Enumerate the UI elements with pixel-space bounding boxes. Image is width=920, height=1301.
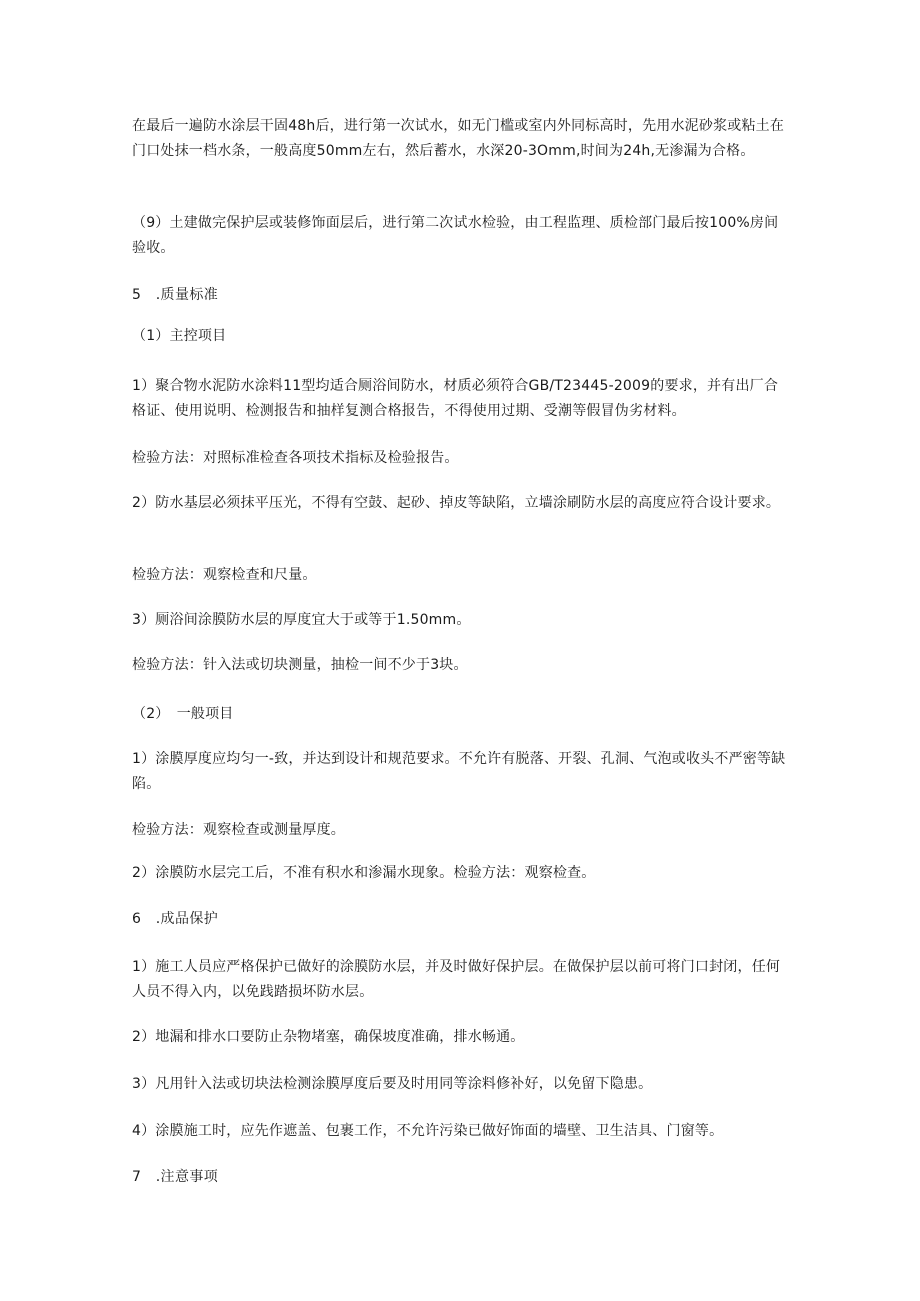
section-heading-product-protection: 6 .成品保护 (132, 911, 219, 927)
paragraph-protect-film-layer: 1）施工人员应严格保护已做好的涂膜防水层，并及时做好保护层。在做保护层以前可将门口封闭，任何人员不得入内，以免践踏损坏防水层。 (132, 959, 781, 1000)
paragraph-thickness-requirement: 3）厕浴间涂膜防水层的厚度宜大于或等于1.50mm。 (132, 612, 471, 628)
paragraph-base-layer-requirement: 2）防水基层必须抹平压光，不得有空鼓、起砂、掉皮等缺陷，立墙涂刷防水层的高度应符合设计要求。 (132, 495, 781, 511)
paragraph-material-requirement: 1）聚合物水泥防水涂料11型均适合厕浴间防水，材质必须符合GB/T23445-2009的要求，并有出厂合格证、使用说明、检测报告和抽样复测合格报告，不得使用过期、受潮等假冒伪劣材料。 (132, 378, 779, 419)
section-heading-precautions: 7 .注意事项 (132, 1169, 219, 1185)
subheading-main-control-items: （1）主控项目 (132, 328, 227, 344)
paragraph-inspection-method-3: 检验方法：针入法或切块测量，抽检一间不少于3块。 (132, 657, 468, 673)
paragraph-first-test-water: 在最后一遍防水涂层干固48h后，进行第一次试水，如无门槛或室内外同标高时，先用水泥砂浆或粘土在门口处抹一档水条，一般高度50mm左右，然后蓄水，水深20-3Omm,时间为24h,无渗漏为合格。 (132, 118, 785, 159)
section-heading-quality-standard: 5 .质量标准 (132, 287, 219, 303)
paragraph-repair-after-testing: 3）凡用针入法或切块法检测涂膜厚度后要及时用同等涂料修补好，以免留下隐患。 (132, 1076, 653, 1092)
paragraph-covering-work: 4）涂膜施工时，应先作遮盖、包裹工作，不允许污染已做好饰面的墙壁、卫生洁具、门窗等。 (132, 1123, 724, 1139)
paragraph-second-test-water: （9）土建做完保护层或装修饰面层后，进行第二次试水检验，由工程监理、质检部门最后按100%房间验收。 (132, 215, 779, 256)
paragraph-inspection-method-1: 检验方法：对照标准检查各项技术指标及检验报告。 (132, 450, 459, 466)
paragraph-drain-protection: 2）地漏和排水口要防止杂物堵塞，确保坡度准确，排水畅通。 (132, 1029, 525, 1045)
subheading-general-items: （2） 一般项目 (132, 706, 234, 722)
paragraph-inspection-method-2: 检验方法：观察检查和尺量。 (132, 567, 317, 583)
paragraph-film-thickness: 1）涂膜厚度应均匀一-致，并达到设计和规范要求。不允许有脱落、开裂、孔洞、气泡或收头不严密等缺陷。 (132, 751, 786, 792)
paragraph-no-water-accumulation: 2）涂膜防水层完工后，不准有积水和渗漏水现象。检验方法：观察检查。 (132, 865, 596, 881)
paragraph-inspection-method-4: 检验方法：观察检查或测量厚度。 (132, 822, 345, 838)
